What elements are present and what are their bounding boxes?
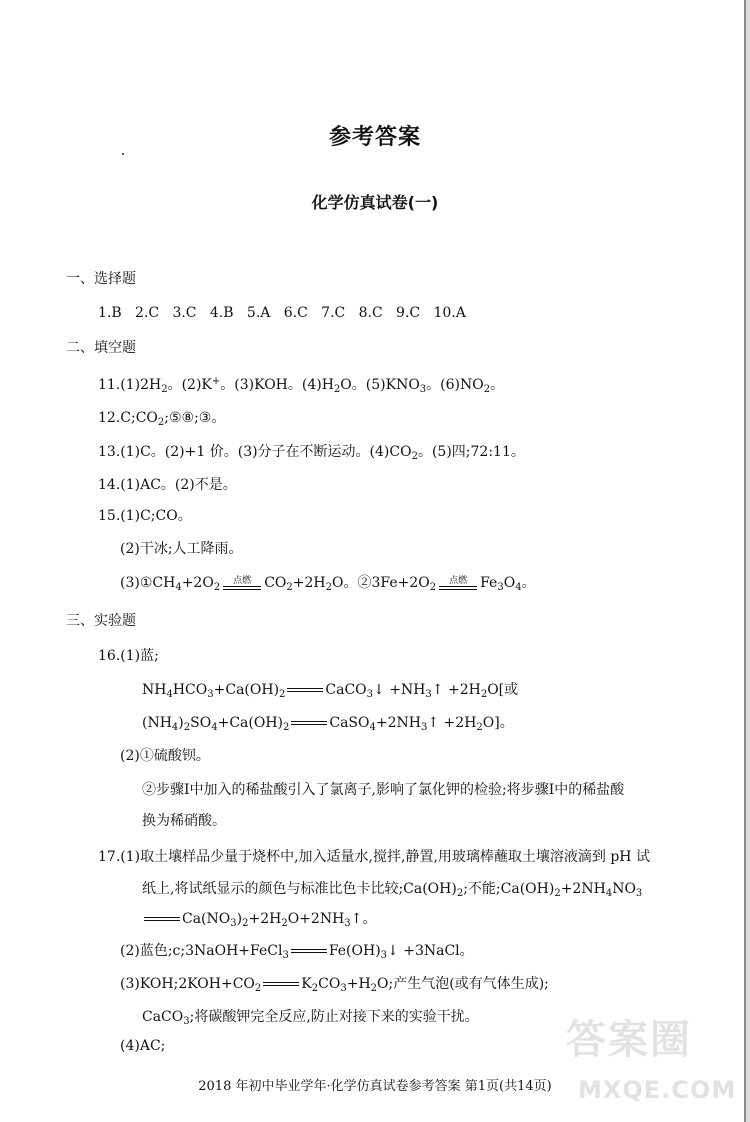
choice-answer: 8.C — [358, 305, 383, 321]
answer-q17-3: $Ca(NO_3)_2+2H_2O+2NH_3↑$。 — [142, 908, 376, 929]
answer-q15-1: 15.(1)C;CO。 — [98, 508, 192, 524]
choice-answer: 4.B — [209, 305, 234, 321]
answer-q17-5: $(3)KOH;2KOH+CO_2$ $K_2CO_3+H_2O$;产生气泡(或有气体生成); — [120, 976, 549, 994]
choice-answer: 7.C — [321, 305, 346, 321]
choice-answer: 9.C — [396, 305, 421, 321]
choice-answer: 5.A — [246, 305, 271, 321]
speck — [122, 153, 124, 155]
answer-q15-3: $(3)①CH_4+2O_2$ 点燃 $CO_2+2H_2O$。$②3Fe+2O_2$ 点燃 $Fe_3O_4$。 — [120, 575, 536, 593]
answer-q12: $12.C;CO_2;⑤⑧;③$。 — [98, 410, 226, 428]
answer-q16-2: (2)①硫酸钡。 — [120, 748, 210, 764]
section-fill-heading: 二、填空题 — [66, 340, 136, 356]
answer-q11: $11.(1)2H_2$。(2)K+。(3)KOH。$(4)H_2O$。$(5)KNO_3$。$(6)NO_2$。 — [98, 376, 505, 395]
section-choice-heading: 一、选择题 — [66, 271, 136, 287]
answer-q16-eq1: $NH_4HCO_3+Ca(OH)_2$ CaCO$_3$↓ $+NH_3↑ +2H_2O$[或 — [142, 682, 519, 700]
page-edge-line — [744, 0, 746, 1122]
choice-answer: 3.C — [172, 305, 197, 321]
answer-q17-2: 纸上,将试纸显示的颜色与标准比色卡比较$;Ca(OH)_2$;不能$;Ca(OH)_2+2NH_4NO_3$ — [142, 881, 643, 899]
choice-answer: 2.C — [135, 305, 160, 321]
answer-q16-eq2: $(NH_4)_2SO_4+Ca(OH)_2$ $CaSO_4+2NH_3↑ +2H_2O$]。 — [142, 715, 514, 733]
choice-answer: 6.C — [283, 305, 308, 321]
page-edge-shadow — [746, 0, 750, 1122]
reaction-condition: 点燃 — [439, 576, 477, 590]
section-experiment-heading: 三、实验题 — [66, 613, 136, 629]
page-title: 参考答案 — [328, 125, 421, 150]
answer-q16-1: 16.(1)蓝; — [98, 648, 159, 664]
answer-q13: 13.(1)C。(2)+1 价。(3)分子在不断运动。$(4)CO_2$。(5)四;72:11。 — [98, 444, 525, 462]
reaction-condition: 点燃 — [223, 576, 261, 590]
answer-q17-4: (2)蓝色;c;3NaOH+FeCl$_3$ $Fe(OH)_3↓$ +3NaCl。 — [120, 943, 474, 961]
choice-answer: 10.A — [433, 305, 466, 321]
answer-q17-6: CaCO$_3$;将碳酸钾完全反应,防止对接下来的实验干扰。 — [142, 1009, 479, 1027]
choice-answers — [98, 305, 466, 321]
answer-q17-7: (4)AC; — [120, 1038, 166, 1054]
exam-subtitle: 化学仿真试卷(一) — [311, 193, 439, 212]
answer-q16-3: ②步骤Ⅰ中加入的稀盐酸引入了氯离子,影响了氯化钾的检验;将步骤Ⅰ中的稀盐酸 — [142, 782, 625, 798]
choice-answer: 1.B — [98, 305, 122, 321]
answer-q17-1: 17.(1)取土壤样品少量于烧杯中,加入适量水,搅拌,静置,用玻璃棒蘸取土壤溶液滴到 pH 试 — [98, 849, 650, 865]
answer-q15-2: (2)干冰;人工降雨。 — [120, 541, 243, 557]
answer-q14: 14.(1)AC。(2)不是。 — [98, 477, 237, 493]
page-footer: 2018 年初中毕业学年·化学仿真试卷参考答案 第1页(共14页) — [198, 1079, 552, 1094]
watermark-logo: 答案圈 MXQE.COM — [566, 1017, 737, 1104]
answer-q16-4: 换为稀硝酸。 — [142, 813, 226, 829]
